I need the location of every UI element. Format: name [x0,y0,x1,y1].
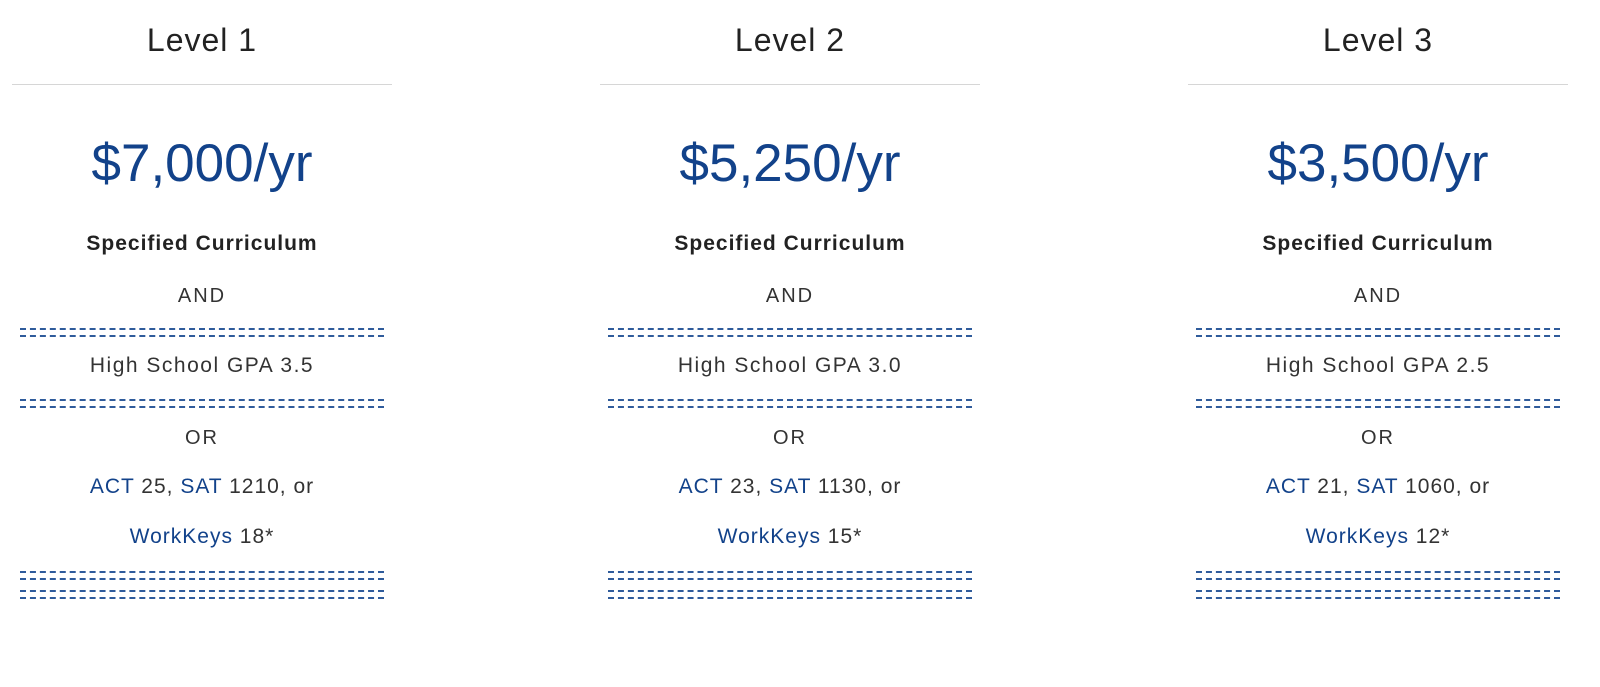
dashed-divider [1196,590,1560,599]
curriculum-requirement: Specified Curriculum [1262,232,1494,255]
or-connector: OR [1361,427,1395,449]
price-amount: $5,250/yr [679,134,901,193]
dashed-divider [1196,571,1560,580]
dashed-divider [608,399,972,408]
level-title: Level 1 [146,22,258,58]
sat-link[interactable]: SAT [180,475,223,498]
act-link[interactable]: ACT [1265,475,1311,498]
workkeys-link[interactable]: WorkKeys [717,525,821,548]
workkeys-link[interactable]: WorkKeys [129,525,233,548]
act-score: 21, [1310,475,1357,498]
curriculum-requirement: Specified Curriculum [674,232,906,255]
and-connector: AND [177,285,227,307]
title-divider [12,84,392,85]
level-title: Level 3 [1322,22,1434,58]
dashed-divider [20,328,384,337]
sat-link[interactable]: SAT [1356,475,1399,498]
level-title: Level 2 [734,22,846,58]
gpa-requirement: High School GPA 3.0 [677,354,903,377]
sat-link[interactable]: SAT [769,475,812,498]
title-divider [600,84,980,85]
act-link[interactable]: ACT [678,475,724,498]
dashed-divider [608,590,972,599]
sat-score: 1060, or [1398,475,1491,498]
price-amount: $3,500/yr [1267,134,1489,193]
workkeys-score: 18* [232,525,275,548]
act-score: 25, [134,475,181,498]
dashed-divider [608,571,972,580]
workkeys-line [1188,523,1568,551]
dashed-divider [20,399,384,408]
act-score: 23, [723,475,770,498]
or-connector: OR [185,427,219,449]
or-connector: OR [773,427,807,449]
workkeys-link[interactable]: WorkKeys [1305,525,1409,548]
dashed-divider [1196,399,1560,408]
gpa-requirement: High School GPA 3.5 [89,354,315,377]
title-divider [1188,84,1568,85]
sat-score: 1130, or [811,475,902,498]
test-scores-line [12,473,392,501]
curriculum-requirement: Specified Curriculum [86,232,318,255]
dashed-divider [1196,328,1560,337]
test-scores-line [600,473,980,501]
test-scores-line [1188,473,1568,501]
workkeys-line [600,523,980,551]
sat-score: 1210, or [222,475,315,498]
workkeys-score: 15* [820,525,863,548]
and-connector: AND [1353,285,1403,307]
workkeys-line [12,523,392,551]
and-connector: AND [765,285,815,307]
price-amount: $7,000/yr [91,134,313,193]
workkeys-score: 12* [1408,525,1451,548]
dashed-divider [20,590,384,599]
gpa-requirement: High School GPA 2.5 [1265,354,1491,377]
dashed-divider [608,328,972,337]
dashed-divider [20,571,384,580]
act-link[interactable]: ACT [89,475,135,498]
